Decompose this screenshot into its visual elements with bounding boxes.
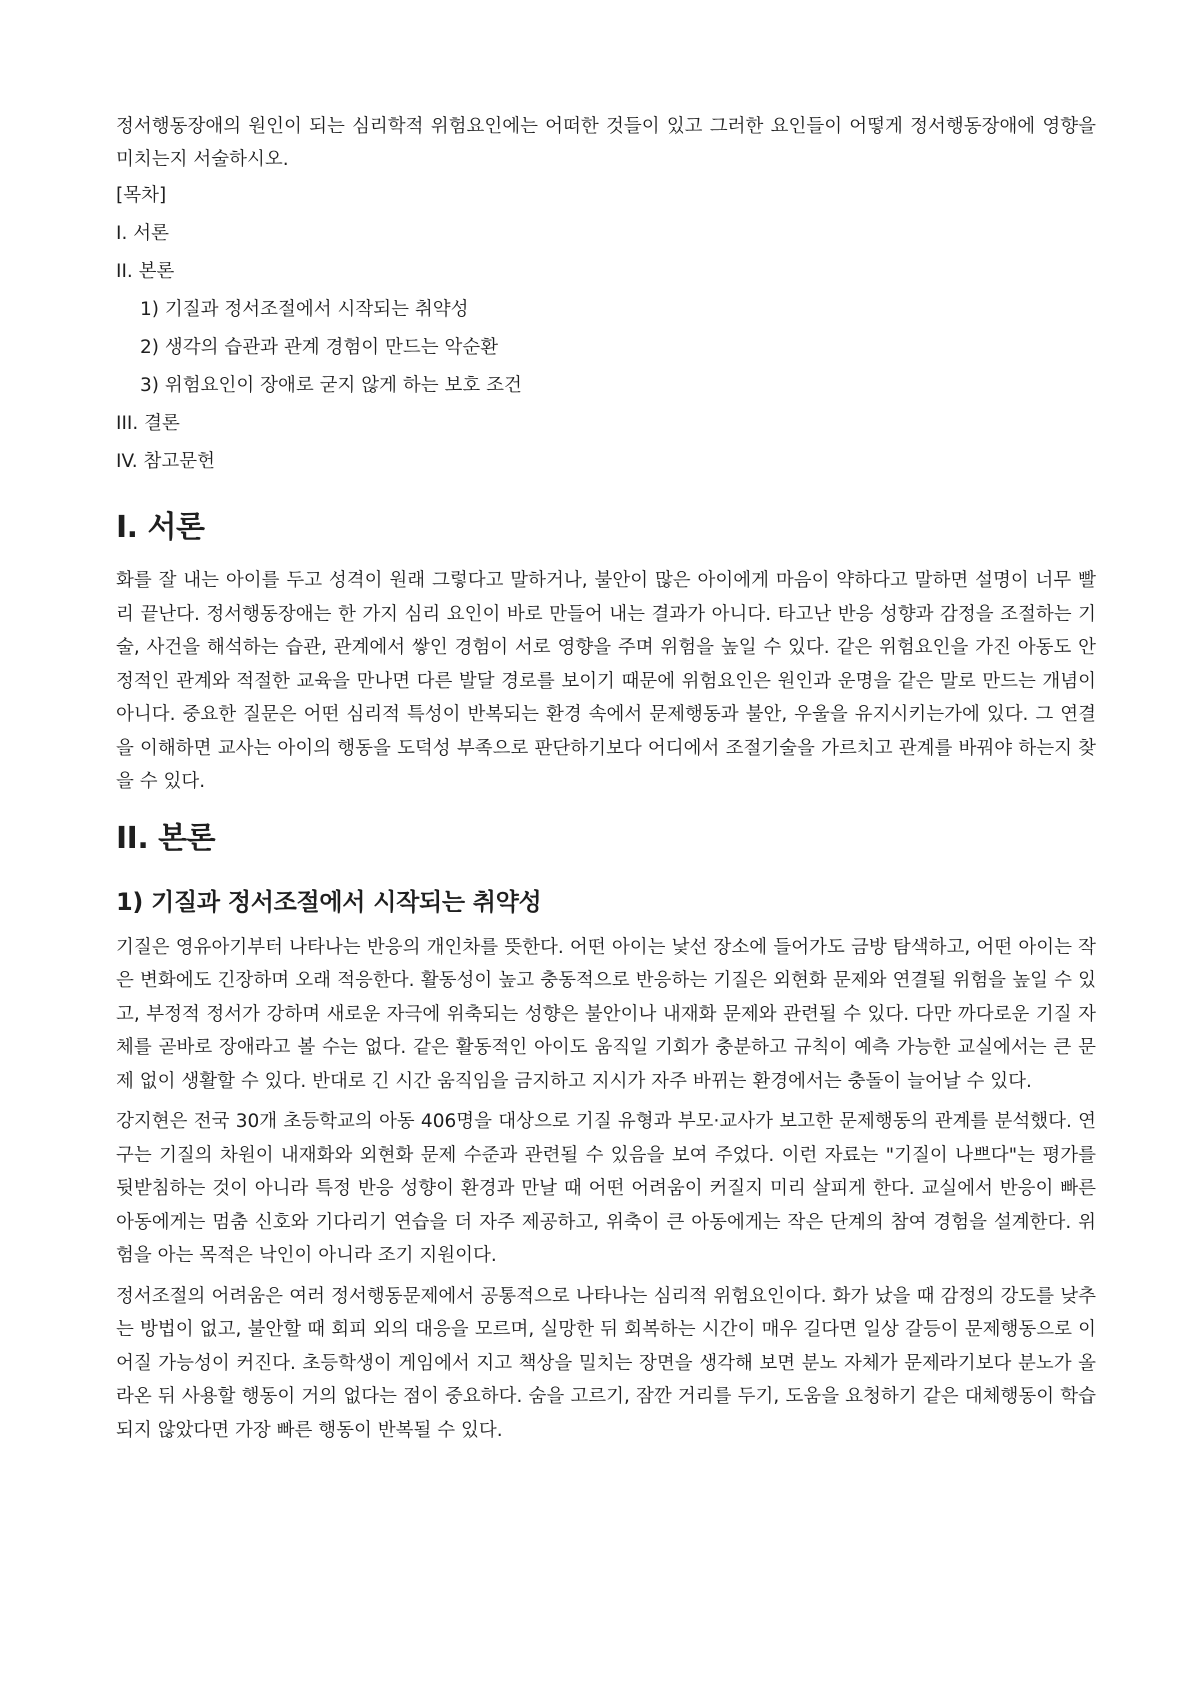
- toc-title: [목차]: [116, 185, 167, 206]
- subsection-1-paragraph-1: 기질은 영유아기부터 나타나는 반응의 개인차를 뜻한다. 어떤 아이는 낯선 장소에 들어가도 금방 탐색하고, 어떤 아이는 작은 변화에도 긴장하며 오래 적응한다. 활동성이 높고 충동적으로 반응하는 기질은 외현화 문제와 연결될 위험을 높일 수 있고, 부정적 정서가 강하며 새로운 자극에 위축되는 성향은 불안이나 내재화 문제와 관련될 수 있다. 다만 까다로운 기질 자체를 곧바로 장애라고 볼 수는 없다. 같은 활동적인 아이도 움직일 기회가 충분하고 규칙이 예측 가능한 교실에서는 큰 문제 없이 생활할 수 있다. 반대로 긴 시간 움직임을 금지하고 지시가 자주 바뀌는 환경에서는 충돌이 늘어날 수 있다.: [116, 936, 1096, 1092]
- intro-heading: I. 서론: [116, 510, 205, 545]
- toc-item-body-1: 1) 기질과 정서조절에서 시작되는 취약성: [140, 299, 469, 320]
- essay-question: 정서행동장애의 원인이 되는 심리학적 위험요인에는 어떠한 것들이 있고 그러한 요인들이 어떻게 정서행동장애에 영향을 미치는지 서술하시오.: [116, 116, 1096, 170]
- body-heading: II. 본론: [116, 820, 216, 856]
- toc-item-body-3: 3) 위험요인이 장애로 굳지 않게 하는 보호 조건: [140, 375, 522, 396]
- subsection-1-paragraph-2: 강지현은 전국 30개 초등학교의 아동 406명을 대상으로 기질 유형과 부모·교사가 보고한 문제행동의 관계를 분석했다. 연구는 기질의 차원이 내재화와 외현화 문제 수준과 관련될 수 있음을 보여 주었다. 이런 자료는 "기질이 나쁘다"는 평가를 뒷받침하는 것이 아니라 특정 반응 성향이 환경과 만날 때 어떤 어려움이 커질지 미리 살피게 한다. 교실에서 반응이 빠른 아동에게는 멈춤 신호와 기다리기 연습을 더 자주 제공하고, 위축이 큰 아동에게는 작은 단계의 참여 경험을 설계한다. 위험을 아는 목적은 낙인이 아니라 조기 지원이다.: [116, 1111, 1096, 1266]
- subsection-1-paragraph-3: 정서조절의 어려움은 여러 정서행동문제에서 공통적으로 나타나는 심리적 위험요인이다. 화가 났을 때 감정의 강도를 낮추는 방법이 없고, 불안할 때 회피 외의 대응을 모르며, 실망한 뒤 회복하는 시간이 매우 길다면 일상 갈등이 문제행동으로 이어질 가능성이 커진다. 초등학생이 게임에서 지고 책상을 밀치는 장면을 생각해 보면 분노 자체가 문제라기보다 분노가 올라온 뒤 사용할 행동이 거의 없다는 점이 중요하다. 숨을 고르기, 잠깐 거리를 두기, 도움을 요청하기 같은 대체행동이 학습되지 않았다면 가장 빠른 행동이 반복될 수 있다.: [116, 1285, 1096, 1441]
- table-of-contents: [116, 184, 1096, 488]
- subsection-1-heading: 1) 기질과 정서조절에서 시작되는 취약성: [116, 887, 542, 916]
- toc-item-body-2: 2) 생각의 습관과 관계 경험이 만드는 악순환: [140, 337, 499, 358]
- toc-item-references: IV. 참고문헌: [116, 451, 215, 472]
- intro-paragraph: 화를 잘 내는 아이를 두고 성격이 원래 그렇다고 말하거나, 불안이 많은 아이에게 마음이 약하다고 말하면 설명이 너무 빨리 끝난다. 정서행동장애는 한 가지 심리 요인이 바로 만들어 내는 결과가 아니다. 타고난 반응 성향과 감정을 조절하는 기술, 사건을 해석하는 습관, 관계에서 쌓인 경험이 서로 영향을 주며 위험을 높일 수 있다. 같은 위험요인을 가진 아동도 안정적인 관계와 적절한 교육을 만나면 다른 발달 경로를 보이기 때문에 위험요인은 원인과 운명을 같은 말로 만드는 개념이 아니다. 중요한 질문은 어떤 심리적 특성이 반복되는 환경 속에서 문제행동과 불안, 우울을 유지시키는가에 있다. 그 연결을 이해하면 교사는 아이의 행동을 도덕성 부족으로 판단하기보다 어디에서 조절기술을 가르치고 관계를 바꿔야 하는지 찾을 수 있다.: [116, 570, 1096, 792]
- toc-item-body: II. 본론: [116, 261, 175, 282]
- toc-item-intro: I. 서론: [116, 223, 169, 244]
- toc-item-conclusion: III. 결론: [116, 413, 180, 434]
